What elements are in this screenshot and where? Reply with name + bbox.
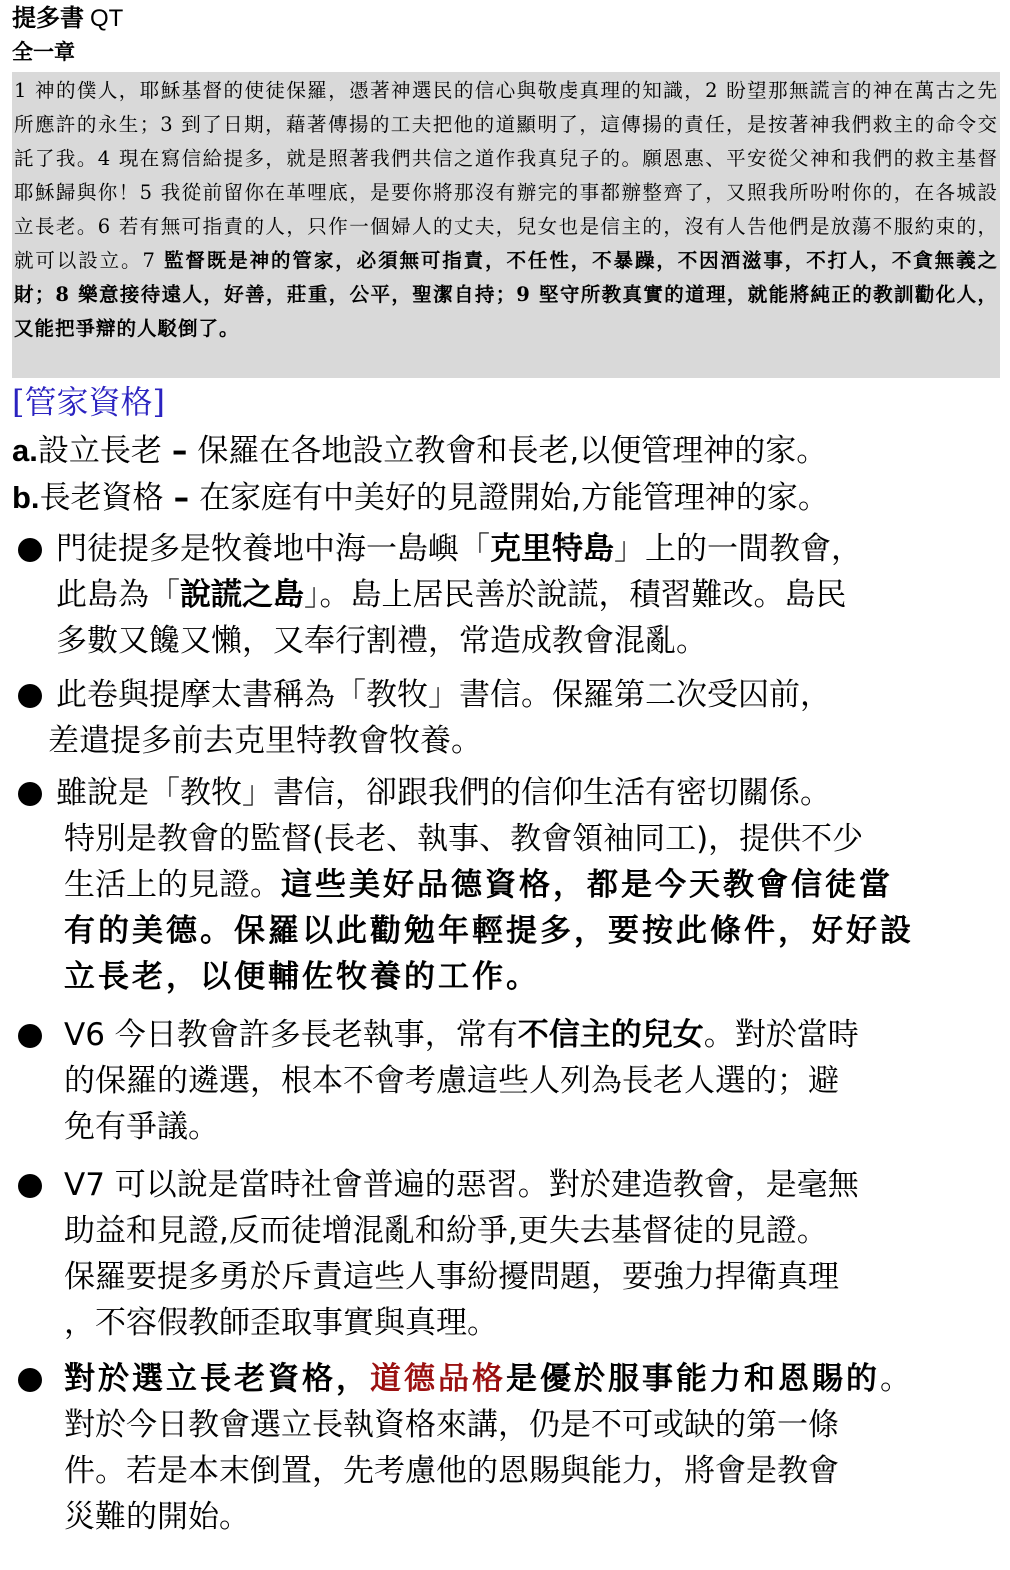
text-line: 助益和見證,反而徒增混亂和紛爭,更失去基督徒的見證。 xyxy=(64,1213,828,1249)
text-line: 雖說是「教牧」書信，卻跟我們的信仰生活有密切關係。 xyxy=(56,775,831,811)
bullet-text xyxy=(56,1162,1006,1346)
emphasis-text: 不信主的兒女 xyxy=(517,1017,704,1053)
text-line xyxy=(64,862,1006,908)
emphasis-text: 克里特島 xyxy=(490,531,614,567)
point-text: 在家庭有中美好的見證開始,方能管理神的家。 xyxy=(199,480,829,516)
text-run: 」上的一間教會， xyxy=(614,531,862,567)
text-line: 此卷與提摩太書稱為「教牧」書信。保羅第二次受囚前， xyxy=(56,677,831,713)
scripture-passage xyxy=(12,72,1000,378)
text-run: V6 今日教會許多長老執事，常有 xyxy=(64,1017,518,1053)
point-title: 設立長老 xyxy=(37,433,162,469)
bullet-icon xyxy=(18,684,42,708)
point-b xyxy=(12,475,829,521)
text-run: 門徒提多是牧養地中海一島嶼「 xyxy=(56,531,490,567)
bullet-icon xyxy=(18,1368,42,1392)
text-line: 件。若是本末倒置，先考慮他的恩賜與能力，將會是教會 xyxy=(64,1453,839,1489)
qt-label: QT xyxy=(90,5,124,32)
bullet-icon xyxy=(18,1024,42,1048)
text-line: 有的美德。保羅以此勸勉年輕提多，要按此條件，好好設 xyxy=(64,913,914,949)
document-title xyxy=(12,2,123,35)
point-a xyxy=(12,428,827,474)
text-line: 保羅要提多勇於斥責這些人事紛擾問題，要強力捍衛真理 xyxy=(64,1259,839,1295)
text-line: 災難的開始。 xyxy=(64,1499,250,1535)
text-run: 生活上的見證。 xyxy=(64,867,281,903)
emphasis-text: 這些美好品德資格，都是今天教會信徒當 xyxy=(281,867,893,903)
highlight-text: 道德品格 xyxy=(370,1361,506,1397)
text-line: 免有爭議。 xyxy=(64,1109,219,1145)
bullet-text xyxy=(48,672,1006,764)
scripture-normal-text: 1 神的僕人，耶穌基督的使徒保羅，憑著神選民的信心與敬虔真理的知識，2 盼望那無謊言的神在萬古之先所應許的永生；3 到了日期，藉著傳揚的工夫把他的道顯明了，這傳揚的責任，是按著神我們救主的命令交託了我。4 現在寫信給提多，就是照著我們共信之道作我真兒子的。願恩惠、平安從父神和我們的救主基督耶穌歸與你！5 我從前留你在革哩底，是要你將那沒有辦完的事都辦整齊了，又照我所吩咐你的，在各城設立長老。6 若有無可指責的人，只作一個婦人的丈夫，兒女也是信主的，沒有人告他們是放蕩不服約束的，就可以設立。7 xyxy=(14,79,998,272)
text-line: V7 可以說是當時社會普遍的惡習。對於建造教會，是毫無 xyxy=(64,1167,859,1203)
emphasis-text: 是優於服事能力和恩賜的 xyxy=(506,1361,880,1397)
emphasis-text: 說謊之島 xyxy=(180,577,304,613)
section-heading: [管家資格] xyxy=(12,383,165,421)
text-line xyxy=(56,526,1006,572)
bullet-text xyxy=(56,1012,1006,1150)
text-line: 對於今日教會選立長執資格來講，仍是不可或缺的第一條 xyxy=(64,1407,839,1443)
text-line: 立長老，以便輔佐牧養的工作。 xyxy=(64,959,540,995)
text-line xyxy=(64,1356,1006,1402)
chapter-label: 全一章 xyxy=(12,39,75,64)
bullet-text xyxy=(56,1356,1006,1540)
bullet-text xyxy=(56,770,1006,1000)
point-letter: b. xyxy=(12,480,40,515)
emphasis-text: 對於選立長老資格， xyxy=(64,1361,370,1397)
point-dash: – xyxy=(173,480,190,516)
text-run: 。 xyxy=(880,1361,911,1397)
text-line xyxy=(64,1012,1006,1058)
point-text: 保羅在各地設立教會和長老,以便管理神的家。 xyxy=(197,433,828,469)
text-line: ，不容假教師歪取事實與真理。 xyxy=(64,1305,498,1341)
text-line xyxy=(56,572,1006,618)
bullet-icon xyxy=(18,538,42,562)
bullet-icon xyxy=(18,1174,42,1198)
scripture-bold-text: 監督既是神的管家，必須無可指責，不任性，不暴躁，不因酒滋事，不打人，不貪無義之財；8 樂意接待遠人，好善，莊重，公平，聖潔自持；9 堅守所教真實的道理，就能將純正的教訓勸化人，又能把爭辯的人駁倒了。 xyxy=(14,249,998,340)
point-letter: a. xyxy=(12,433,38,468)
text-run: 」。島上居民善於說謊，積習難改。島民 xyxy=(304,577,847,613)
text-run: 。對於當時 xyxy=(703,1017,859,1053)
bullet-text xyxy=(56,526,1006,664)
point-dash: – xyxy=(171,433,188,469)
text-line: 特別是教會的監督(長老、執事、教會領袖同工)，提供不少 xyxy=(64,821,864,857)
text-line: 差遣提多前去克里特教會牧養。 xyxy=(48,723,482,759)
text-run: 此島為「 xyxy=(56,577,180,613)
book-name: 提多書 xyxy=(12,4,84,32)
point-title: 長老資格 xyxy=(39,480,164,516)
text-line: 的保羅的遴選，根本不會考慮這些人列為長老人選的；避 xyxy=(64,1063,839,1099)
text-line: 多數又饞又懶，又奉行割禮，常造成教會混亂。 xyxy=(56,623,707,659)
bullet-icon xyxy=(18,782,42,806)
